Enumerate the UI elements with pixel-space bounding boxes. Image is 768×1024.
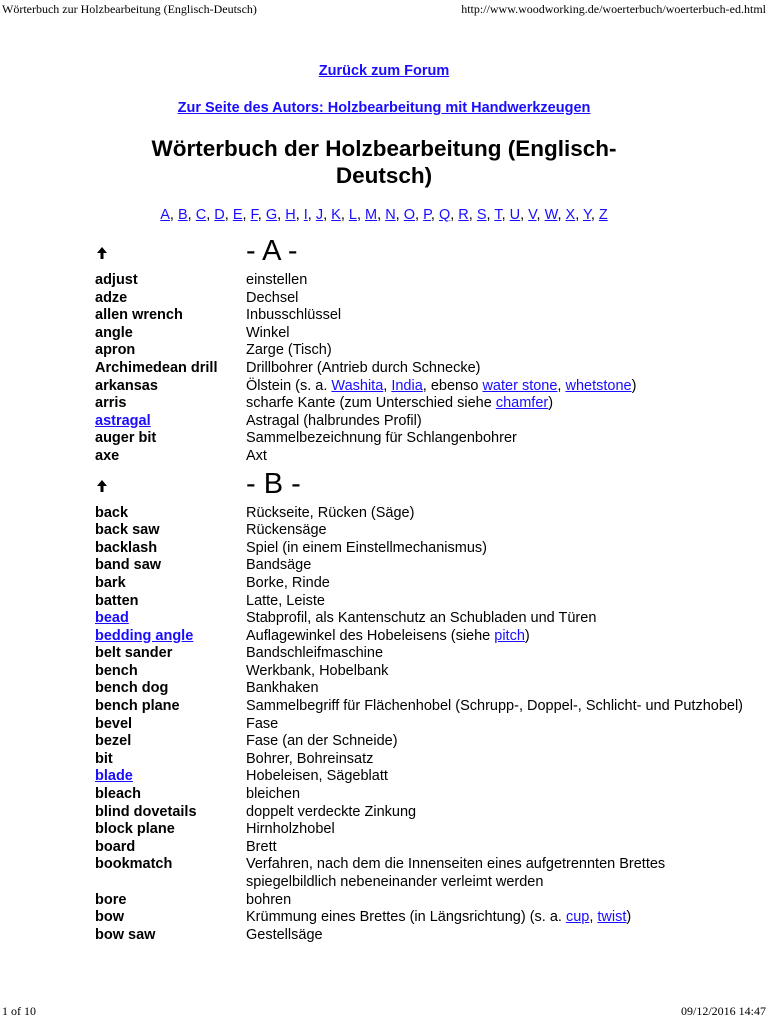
letter-link-r[interactable]: R [458, 207, 469, 223]
dictionary-entry [0, 733, 768, 751]
dictionary-entry [0, 325, 768, 343]
letter-separator: , [323, 207, 332, 223]
entry-term: adjust [95, 272, 138, 288]
definition-text: doppelt verdeckte Zinkung [246, 803, 417, 820]
dictionary-entry [0, 751, 768, 769]
cross-reference-link[interactable]: twist [597, 909, 627, 926]
definition-text: ) [631, 377, 637, 394]
definition-text: Spiel (in einem Einstellmechanismus) [246, 539, 487, 556]
dictionary-entry [0, 378, 768, 396]
alphabet-index [0, 206, 768, 224]
print-header [0, 2, 768, 18]
entry-term: allen wrench [95, 307, 183, 324]
entry-definition [246, 804, 746, 822]
letter-separator: , [450, 207, 459, 223]
dictionary-entry [0, 804, 768, 822]
entry-definition [246, 768, 746, 786]
entry-definition [246, 645, 746, 663]
section-letter-heading: - A - [246, 235, 298, 267]
author-page-link[interactable]: Zur Seite des Autors: Holzbearbeitung mit Handwerkzeugen [177, 100, 591, 116]
letter-separator: , [501, 207, 510, 223]
dictionary-entry [0, 628, 768, 646]
letter-link-a[interactable]: A [160, 207, 170, 223]
print-header-title: Wörterbuch zur Holzbearbeitung (Englisch-Deutsch) [2, 2, 257, 16]
entry-definition [246, 342, 746, 360]
dictionary-entry [0, 927, 768, 945]
definition-text: , [589, 909, 598, 926]
definition-text: , [383, 377, 392, 394]
dictionary-entry [0, 839, 768, 857]
definition-text: Astragal (halbrundes Profil) [246, 412, 422, 429]
section-heading-row [0, 235, 768, 268]
letter-separator: , [356, 207, 366, 223]
letter-separator: , [257, 207, 266, 223]
entry-term: axe [95, 447, 120, 464]
letter-separator: , [206, 207, 215, 223]
definition-text: ) [626, 909, 632, 926]
letter-link-m[interactable]: M [365, 207, 378, 223]
entry-term: block plane [95, 821, 175, 838]
entry-term: belt sander [95, 645, 173, 662]
definition-text: Bandschleifmaschine [246, 645, 384, 662]
letter-link-c[interactable]: C [195, 207, 207, 223]
entry-term [0, 768, 246, 786]
dictionary-entry [0, 557, 768, 575]
page-title-line-2: Deutsch) [335, 163, 433, 188]
dictionary-entry [0, 856, 768, 891]
entry-definition [246, 680, 746, 698]
entry-definition [246, 557, 746, 575]
dictionary-entry [0, 342, 768, 360]
letter-separator: , [377, 207, 386, 223]
entry-term: blind dovetails [95, 803, 197, 820]
entry-list [0, 272, 768, 466]
entry-definition [246, 307, 746, 325]
entry-term: bleach [95, 786, 141, 803]
cross-reference-link[interactable]: chamfer [495, 395, 549, 412]
entry-term: arkansas [95, 377, 158, 394]
definition-text: Zarge (Tisch) [246, 342, 332, 359]
letter-link-v[interactable]: V [528, 207, 537, 223]
entry-definition [246, 610, 746, 628]
entry-term: bench plane [95, 698, 180, 715]
letter-separator: , [395, 207, 404, 223]
page-title [0, 135, 768, 189]
letter-separator: , [486, 207, 495, 223]
dictionary-entry [0, 821, 768, 839]
entry-term: board [95, 838, 136, 855]
letter-separator: , [295, 207, 304, 223]
cross-reference-link[interactable]: whetstone [565, 377, 632, 394]
letter-separator: , [242, 207, 251, 223]
page-counter: 1 of 10 [2, 1004, 36, 1018]
letter-link-p[interactable]: P [423, 207, 431, 223]
entry-definition [246, 786, 746, 804]
entry-term: bow saw [95, 926, 156, 943]
definition-text: Sammelbezeichnung für Schlangenbohrer [246, 430, 517, 447]
dictionary-entry [0, 645, 768, 663]
entry-term: auger bit [95, 430, 157, 447]
definition-text: scharfe Kante (zum Unterschied siehe [246, 395, 496, 412]
cross-reference-link[interactable]: pitch [494, 627, 525, 644]
entry-definition [246, 360, 746, 378]
definition-text: Gestellsäge [246, 926, 323, 943]
entry-term: apron [95, 342, 136, 359]
entry-term-link[interactable]: bedding angle [95, 627, 194, 644]
definition-text: Winkel [246, 324, 290, 341]
entry-definition [246, 272, 746, 290]
print-header-url: http://www.woodworking.de/woerterbuch/woerterbuch-ed.html [461, 2, 766, 16]
letter-separator: , [277, 207, 286, 223]
dictionary-entry [0, 786, 768, 804]
dictionary-entry [0, 540, 768, 558]
dictionary-entry [0, 768, 768, 786]
dictionary-entry [0, 395, 768, 413]
cross-reference-link[interactable]: Washita [331, 377, 384, 394]
entry-term-link[interactable]: bead [95, 610, 129, 627]
definition-text: Inbusschlüssel [246, 307, 342, 324]
definition-text: Rückensäge [246, 522, 327, 539]
definition-text: Drillbohrer (Antrieb durch Schnecke) [246, 359, 481, 376]
letter-link-w[interactable]: W [544, 207, 558, 223]
entry-definition [246, 378, 746, 396]
page-content [0, 62, 768, 944]
dictionary-entry [0, 892, 768, 910]
entry-definition [246, 628, 746, 646]
cross-reference-link[interactable]: India [391, 377, 423, 394]
entry-term: bookmatch [95, 856, 173, 873]
entry-definition [246, 856, 746, 891]
cross-reference-link[interactable]: cup [565, 909, 590, 926]
entry-term: bench [95, 662, 138, 679]
entry-definition [246, 839, 746, 857]
entry-definition [246, 909, 746, 927]
entry-term: bow [95, 909, 124, 926]
definition-text: Ölstein (s. a. [246, 377, 332, 394]
section-heading-row [0, 467, 768, 501]
dictionary-entry [0, 593, 768, 611]
entry-term: bark [95, 574, 126, 591]
definition-text: einstellen [246, 272, 308, 288]
entry-term: batten [95, 592, 139, 609]
entry-definition [246, 522, 746, 540]
entry-definition [246, 593, 746, 611]
definition-text: , ebenso [422, 377, 483, 394]
entry-definition [246, 751, 746, 769]
dictionary-entry [0, 663, 768, 681]
definition-text: Stabprofil, als Kantenschutz an Schubladen und Türen [246, 610, 597, 627]
entry-definition [246, 698, 746, 716]
definition-text: Fase [246, 715, 279, 732]
dictionary-entry [0, 610, 768, 628]
definition-text: Krümmung eines Brettes (in Längsrichtung) (s. a. [246, 909, 566, 926]
entry-term: backlash [95, 539, 158, 556]
letter-link-s[interactable]: S [476, 207, 487, 223]
entry-term: bit [95, 750, 113, 767]
entry-term [0, 610, 246, 628]
dictionary-entry [0, 680, 768, 698]
definition-text: Sammelbegriff für Flächenhobel (Schrupp-, Doppel-, Schlicht- und Putzhobel) [246, 698, 744, 715]
entry-term [0, 413, 246, 431]
definition-text: Hobeleisen, Sägeblatt [246, 768, 388, 785]
entry-definition [246, 448, 746, 466]
entry-term: back saw [95, 522, 160, 539]
letter-link-b[interactable]: B [177, 207, 188, 223]
letter-link-u[interactable]: U [509, 207, 521, 223]
definition-text: Werkbank, Hobelbank [246, 662, 389, 679]
definition-text: Fase (an der Schneide) [246, 733, 398, 750]
entry-term: Archimedean drill [95, 359, 218, 376]
letter-link-i[interactable]: I [303, 207, 308, 223]
letter-link-o[interactable]: O [403, 207, 416, 223]
letter-link-x[interactable]: X [565, 207, 576, 223]
letter-link-l[interactable]: L [348, 207, 357, 223]
letter-separator: , [224, 207, 233, 223]
entry-definition [246, 663, 746, 681]
definition-text: Rückseite, Rücken (Säge) [246, 504, 415, 521]
entry-term-link[interactable]: astragal [95, 412, 151, 429]
definition-text: Bohrer, Bohreinsatz [246, 750, 374, 767]
letter-separator: , [590, 207, 599, 223]
entry-term [0, 628, 246, 646]
page-title-line-1: Wörterbuch der Holzbearbeitung (Englisch- [151, 136, 617, 161]
letter-separator: , [468, 207, 477, 223]
entry-definition [246, 733, 746, 751]
letter-link-d[interactable]: D [214, 207, 225, 223]
letter-link-y[interactable]: Y [583, 207, 591, 223]
entry-term: bore [95, 891, 127, 908]
dictionary-entry [0, 909, 768, 927]
letter-separator: , [169, 207, 178, 223]
entry-definition [246, 540, 746, 558]
entry-definition [246, 413, 746, 431]
back-to-top-icon[interactable] [96, 479, 108, 493]
dictionary-entry [0, 360, 768, 378]
definition-text: Bankhaken [246, 680, 319, 697]
letter-separator: , [187, 207, 196, 223]
letter-link-q[interactable]: Q [438, 207, 451, 223]
definition-text: Bandsäge [246, 557, 312, 574]
dictionary-entry [0, 290, 768, 308]
dictionary-entry [0, 448, 768, 466]
print-footer [0, 1004, 768, 1020]
definition-text: ) [524, 627, 530, 644]
letter-separator: , [430, 207, 439, 223]
dictionary-entry [0, 698, 768, 716]
dictionary-entry [0, 505, 768, 523]
letter-link-t[interactable]: T [494, 207, 502, 223]
dictionary-entry [0, 575, 768, 593]
definition-text: bohren [246, 891, 292, 908]
definition-text: Borke, Rinde [246, 574, 330, 591]
letter-separator: , [520, 207, 529, 223]
letter-link-g[interactable]: G [265, 207, 278, 223]
entry-term: bezel [95, 733, 132, 750]
letter-separator: , [557, 207, 566, 223]
entry-term-link[interactable]: blade [95, 768, 133, 785]
entry-definition [246, 927, 746, 945]
entry-definition [246, 575, 746, 593]
definition-text: , [557, 377, 566, 394]
letter-separator: , [415, 207, 424, 223]
definition-text: Axt [246, 447, 267, 464]
entry-term: angle [95, 324, 133, 341]
dictionary-entry [0, 522, 768, 540]
dictionary-entry [0, 430, 768, 448]
entry-definition [246, 821, 746, 839]
dictionary-entry [0, 272, 768, 290]
letter-separator: , [340, 207, 349, 223]
dictionary-entry [0, 716, 768, 734]
letter-link-z[interactable]: Z [598, 207, 608, 223]
entry-definition [246, 892, 746, 910]
entry-term: adze [95, 289, 128, 306]
definition-text: Hirnholzhobel [246, 821, 335, 838]
definition-text: Verfahren, nach dem die Innenseiten eines aufgetrennten Brettes spiegelbildlich nebeneinander verleimt werden [246, 856, 666, 890]
entry-term: band saw [95, 557, 162, 574]
entry-term: bench dog [95, 680, 169, 697]
letter-link-k[interactable]: K [331, 207, 341, 223]
back-to-forum-link[interactable]: Zurück zum Forum [318, 63, 450, 79]
entry-term: back [95, 504, 129, 521]
letter-link-e[interactable]: E [232, 207, 243, 223]
entry-definition [246, 290, 746, 308]
letter-link-h[interactable]: H [285, 207, 296, 223]
entry-definition [246, 430, 746, 448]
entry-definition [246, 716, 746, 734]
letter-separator: , [575, 207, 583, 223]
letter-separator: , [536, 207, 545, 223]
definition-text: ) [548, 395, 554, 412]
back-to-top-icon[interactable] [96, 246, 108, 260]
definition-text: Brett [246, 838, 277, 855]
entry-list [0, 505, 768, 945]
letter-link-f[interactable]: F [250, 207, 258, 223]
entry-definition [246, 325, 746, 343]
dictionary-entry [0, 307, 768, 325]
entry-term: bevel [95, 715, 133, 732]
cross-reference-link[interactable]: water stone [482, 377, 558, 394]
dictionary-sections [0, 235, 768, 944]
definition-text: Latte, Leiste [246, 592, 325, 609]
dictionary-entry [0, 413, 768, 431]
definition-text: Auflagewinkel des Hobeleisens (siehe [246, 627, 495, 644]
definition-text: bleichen [246, 786, 301, 803]
letter-link-j[interactable]: J [315, 207, 324, 223]
letter-separator: , [307, 207, 316, 223]
entry-definition [246, 505, 746, 523]
section-letter-heading: - B - [246, 467, 301, 500]
letter-link-n[interactable]: N [385, 207, 396, 223]
entry-definition [246, 395, 746, 413]
entry-term: arris [95, 395, 127, 412]
print-datetime: 09/12/2016 14:47 [680, 1004, 766, 1018]
definition-text: Dechsel [246, 289, 299, 306]
